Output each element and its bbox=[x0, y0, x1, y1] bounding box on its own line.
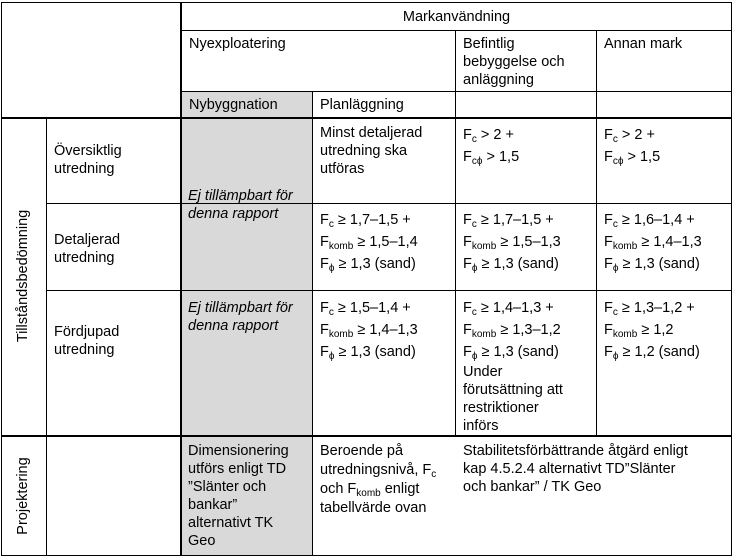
cell-line: ”Slänter och bbox=[188, 479, 267, 495]
formula-symbol: F bbox=[463, 256, 472, 272]
formula-line bbox=[463, 297, 589, 319]
row-label-fordjupad bbox=[47, 319, 180, 363]
cell-line: Minst detaljerad bbox=[320, 125, 423, 141]
formula-value: ≥ 1,4–1,3 bbox=[353, 322, 418, 338]
cell-line: och bankar” / TK Geo bbox=[463, 479, 602, 495]
formula-symbol: F bbox=[604, 322, 613, 338]
formula-value: ≥ 1,5–1,3 bbox=[496, 234, 561, 250]
formula-sub: c bbox=[471, 134, 477, 145]
line-bottom bbox=[1, 555, 732, 556]
cell-detaljerad-nybyggnation bbox=[181, 183, 312, 227]
cell-line: bankar” bbox=[188, 497, 238, 513]
cell-text: enligt bbox=[380, 481, 420, 497]
formula-sub: cϕ bbox=[471, 156, 483, 167]
cell-projektering-planlaggning bbox=[313, 438, 455, 522]
formula-symbol: F bbox=[320, 344, 329, 360]
cell-fordjupad-planlaggning bbox=[313, 293, 455, 367]
cell-line: Ej tillämpbart för bbox=[188, 188, 293, 204]
group-label-tillstandsbedomning: Tillståndsbedömning bbox=[15, 209, 31, 343]
cell-line: Dimensionering bbox=[188, 443, 289, 459]
formula-sub: c bbox=[431, 469, 437, 480]
note-line: införs bbox=[463, 418, 499, 434]
formula-sub: c bbox=[612, 307, 618, 318]
formula-symbol: F bbox=[320, 322, 329, 338]
formula-sub: komb bbox=[328, 241, 354, 252]
formula-sub: komb bbox=[328, 329, 354, 340]
cell-line: denna rapport bbox=[188, 206, 279, 222]
formula-line bbox=[320, 231, 448, 253]
formula-symbol: F bbox=[604, 344, 613, 360]
formula-sub: c bbox=[328, 307, 334, 318]
formula-line bbox=[463, 209, 589, 231]
formula-sub: ϕ bbox=[471, 351, 478, 362]
formula-symbol: F bbox=[604, 256, 613, 272]
formula-line bbox=[320, 209, 448, 231]
cell-detaljerad-annan bbox=[597, 205, 731, 279]
formula-value: ≥ 1,3 (sand) bbox=[477, 256, 559, 272]
formula-sub: komb bbox=[612, 241, 638, 252]
formula-sub: ϕ bbox=[328, 263, 335, 274]
formula-value: ≥ 1,5–1,4 bbox=[353, 234, 418, 250]
cell-line: Ej tillämpbart för bbox=[188, 300, 293, 316]
cell-line: alternativt TK bbox=[188, 515, 274, 531]
formula-sub: c bbox=[471, 219, 477, 230]
row-label-detaljerad bbox=[47, 227, 180, 271]
formula-line bbox=[320, 297, 448, 319]
formula-line bbox=[463, 341, 589, 363]
formula-line bbox=[604, 124, 724, 146]
header-nyexploatering: Nyexploatering bbox=[189, 36, 286, 52]
formula-line bbox=[463, 231, 589, 253]
formula-symbol: F bbox=[463, 322, 472, 338]
formula-value: ≥ 1,4–1,3 + bbox=[476, 300, 554, 316]
header-annan-mark: Annan mark bbox=[604, 36, 683, 52]
formula-symbol: F bbox=[463, 234, 472, 250]
cell-line: Geo bbox=[188, 533, 216, 549]
row-label-line: utredning bbox=[54, 342, 115, 358]
formula-sub: c bbox=[612, 219, 618, 230]
header-befintlig-line: anläggning bbox=[463, 72, 534, 88]
formula-line bbox=[463, 124, 589, 146]
formula-value: ≥ 1,3–1,2 bbox=[496, 322, 561, 338]
formula-value: ≥ 1,3 (sand) bbox=[334, 344, 416, 360]
cell-projektering-nybyggnation bbox=[181, 438, 312, 554]
formula-symbol: F bbox=[463, 127, 472, 143]
formula-symbol: F bbox=[604, 212, 613, 228]
formula-value: ≥ 1,4–1,3 bbox=[637, 234, 702, 250]
note-line: Under bbox=[463, 364, 503, 380]
line-left-top bbox=[1, 2, 182, 3]
formula-value: ≥ 1,5–1,4 + bbox=[333, 300, 411, 316]
formula-sub: ϕ bbox=[471, 263, 478, 274]
line-right-edge bbox=[731, 2, 732, 556]
formula-symbol: F bbox=[604, 300, 613, 316]
formula-sub: c bbox=[471, 307, 477, 318]
formula-symbol: F bbox=[604, 149, 613, 165]
formula-symbol: F bbox=[604, 127, 613, 143]
formula-line bbox=[604, 319, 724, 341]
formula-value: ≥ 1,3 (sand) bbox=[618, 256, 700, 272]
formula-value: ≥ 1,3 (sand) bbox=[334, 256, 416, 272]
note-line: restriktioner bbox=[463, 400, 539, 416]
header-befintlig bbox=[456, 31, 596, 91]
formula-value: > 1,5 bbox=[482, 149, 520, 165]
formula-line bbox=[604, 209, 724, 231]
line-left-edge bbox=[1, 2, 2, 556]
formula-symbol: F bbox=[463, 300, 472, 316]
row-label-line: utredning bbox=[54, 250, 115, 266]
line-under-detaljerad bbox=[46, 290, 732, 291]
formula-line bbox=[463, 253, 589, 275]
cell-text: utredningsnivå, F bbox=[320, 462, 432, 478]
formula-value: ≥ 1,2 (sand) bbox=[618, 344, 700, 360]
formula-symbol: F bbox=[463, 344, 472, 360]
row-label-line: Fördjupad bbox=[54, 324, 120, 340]
cell-line: utförs enligt TD bbox=[188, 461, 287, 477]
header-planlaggning: Planläggning bbox=[320, 97, 404, 113]
formula-sub: komb bbox=[471, 241, 497, 252]
formula-sub: komb bbox=[471, 329, 497, 340]
formula-sub: ϕ bbox=[612, 263, 619, 274]
formula-sub: ϕ bbox=[328, 351, 335, 362]
cell-fordjupad-annan bbox=[597, 293, 731, 367]
formula-symbol: F bbox=[463, 149, 472, 165]
formula-sub: komb bbox=[612, 329, 638, 340]
line-under-oversiktlig bbox=[46, 203, 732, 204]
cell-text: och F bbox=[320, 481, 357, 497]
cell-oversiktlig-annan bbox=[597, 120, 731, 172]
formula-value: > 2 + bbox=[476, 127, 514, 143]
formula-sub: c bbox=[328, 219, 334, 230]
cell-fordjupad-nybyggnation bbox=[181, 295, 312, 339]
formula-sub: ϕ bbox=[612, 351, 619, 362]
row-label-line: Översiktlig bbox=[54, 143, 122, 159]
header-markanvandning: Markanvändning bbox=[402, 9, 511, 25]
line-under-header bbox=[1, 117, 732, 119]
cell-oversiktlig-befintlig bbox=[456, 120, 596, 172]
header-nybyggnation: Nybyggnation bbox=[189, 97, 278, 113]
formula-line bbox=[604, 253, 724, 275]
cell-line: denna rapport bbox=[188, 318, 279, 334]
cell-projektering-befintlig-annan bbox=[456, 438, 731, 500]
cell-line: tabellvärde ovan bbox=[320, 500, 427, 516]
formula-line bbox=[463, 319, 589, 341]
formula-line bbox=[463, 146, 589, 168]
cell-detaljerad-befintlig bbox=[456, 205, 596, 279]
formula-line bbox=[320, 319, 448, 341]
formula-symbol: F bbox=[463, 212, 472, 228]
formula-value: ≥ 1,7–1,5 + bbox=[476, 212, 554, 228]
formula-sub: komb bbox=[356, 488, 381, 499]
formula-symbol: F bbox=[320, 256, 329, 272]
formula-symbol: F bbox=[320, 234, 329, 250]
formula-line bbox=[604, 341, 724, 363]
formula-value: > 2 + bbox=[617, 127, 655, 143]
row-label-oversiktlig bbox=[47, 138, 180, 182]
row-label-line: utredning bbox=[54, 161, 115, 177]
formula-line bbox=[604, 146, 724, 168]
formula-value: ≥ 1,2 bbox=[637, 322, 674, 338]
cell-line: Stabilitetsförbättrande åtgärd enligt bbox=[463, 443, 688, 459]
cell-line: kap 4.5.2.4 alternativt TD”Slänter bbox=[463, 461, 676, 477]
formula-sub: cϕ bbox=[612, 156, 624, 167]
formula-value: ≥ 1,7–1,5 + bbox=[333, 212, 411, 228]
formula-value: ≥ 1,6–1,4 + bbox=[617, 212, 695, 228]
cell-detaljerad-planlaggning bbox=[313, 205, 455, 279]
formula-value: ≥ 1,3 (sand) bbox=[477, 344, 559, 360]
formula-line bbox=[604, 297, 724, 319]
formula-symbol: F bbox=[604, 234, 613, 250]
header-befintlig-line: Befintlig bbox=[463, 36, 515, 52]
formula-line bbox=[604, 231, 724, 253]
cell-line: utredning ska bbox=[320, 143, 408, 159]
formula-value: ≥ 1,3–1,2 + bbox=[617, 300, 695, 316]
befintlig-note bbox=[463, 363, 589, 435]
cell-line bbox=[320, 480, 448, 499]
formula-symbol: F bbox=[320, 212, 329, 228]
formula-symbol: F bbox=[320, 300, 329, 316]
formula-line bbox=[320, 341, 448, 363]
formula-line bbox=[320, 253, 448, 275]
group-label-projektering: Projektering bbox=[15, 457, 31, 535]
formula-sub: c bbox=[612, 134, 618, 145]
cell-line: Beroende på bbox=[320, 443, 404, 459]
formula-value: > 1,5 bbox=[623, 149, 661, 165]
cell-line bbox=[320, 461, 448, 480]
note-line: förutsättning att bbox=[463, 382, 563, 398]
header-befintlig-line: bebyggelse och bbox=[463, 54, 565, 70]
row-label-line: Detaljerad bbox=[54, 232, 121, 248]
cell-oversiktlig-planlaggning bbox=[313, 120, 455, 182]
cell-line: utföras bbox=[320, 161, 365, 177]
cell-fordjupad-befintlig bbox=[456, 293, 596, 439]
line-under-tillstand bbox=[1, 435, 732, 437]
